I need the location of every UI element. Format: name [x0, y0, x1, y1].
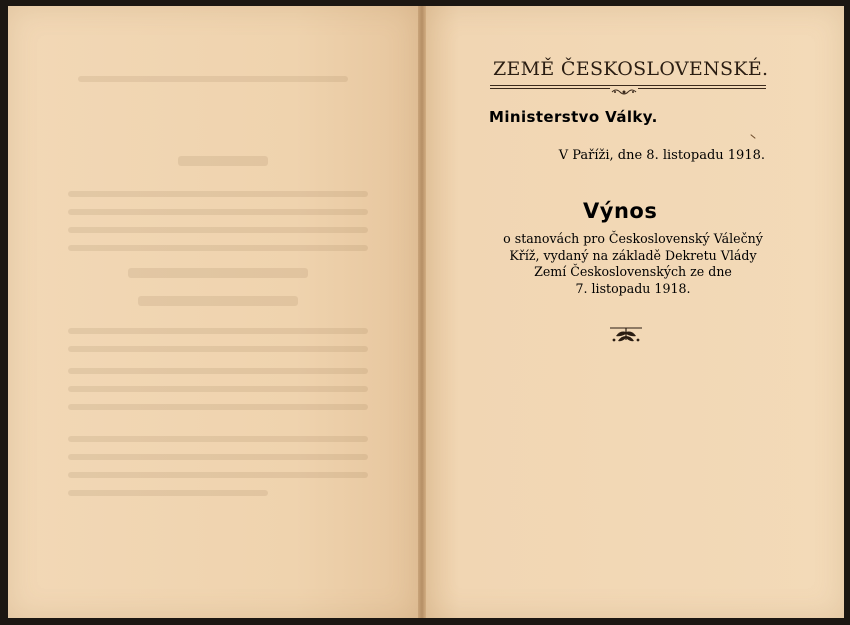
description-line: Kříž, vydaný na základě Dekretu Vlády [509, 247, 757, 263]
floral-ornament-icon [608, 324, 644, 344]
document-title: Výnos [583, 199, 658, 223]
right-page [426, 6, 844, 618]
description-line: 7. listopadu 1918. [575, 280, 691, 296]
header-rule [490, 85, 766, 86]
header-title: ZEMĚ ČESKOSLOVENSKÉ. [493, 58, 769, 80]
description-line: Zemí Československých ze dne [534, 264, 732, 279]
ministry-name: Ministerstvo Války. [489, 108, 658, 126]
ornament-divider-icon [610, 87, 638, 97]
place-date: V Paříži, dne 8. listopadu 1918. [558, 148, 765, 163]
book-gutter [418, 6, 426, 618]
bleed-through-marks [8, 6, 418, 618]
document-description [478, 231, 788, 297]
description-line: o stanovách pro Československý Válečný [503, 231, 763, 246]
book-spread [8, 6, 844, 618]
